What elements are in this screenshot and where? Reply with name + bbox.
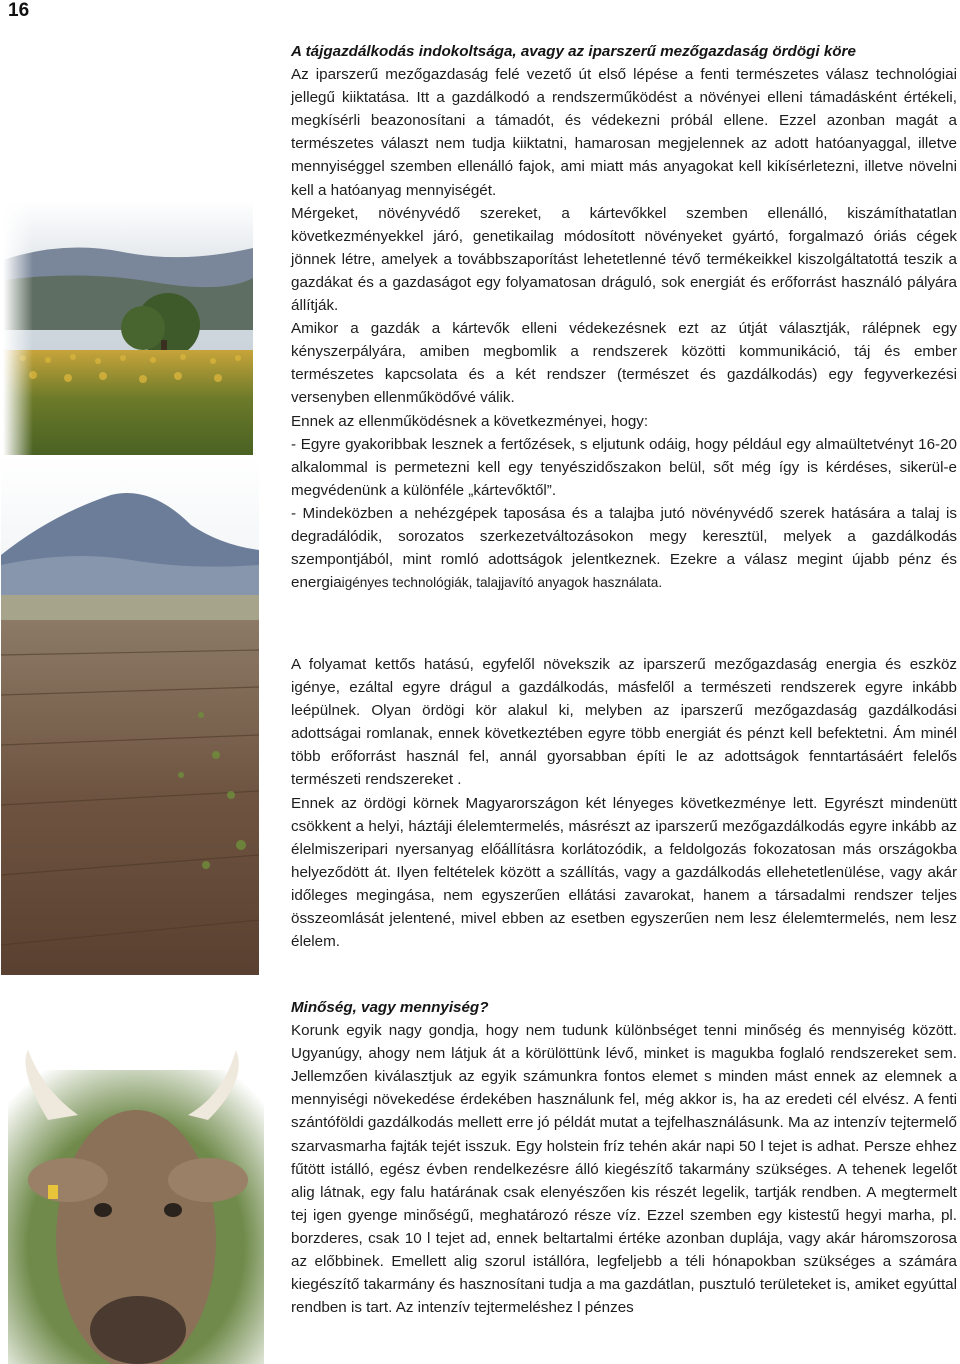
paragraph: Az iparszerű mezőgazdaság felé vezető út első lépése a fenti természetes válasz technológiai jellegű kiiktatása. Itt a gazdálkodó a rendszerműködést a növényei elleni támadásként értékeli, megkísérli beazonosítani a támadót, és védekezni próbál ellene. Ezzel azonban magát a természetes választ nem tudja kiiktatni, hamarosan megjelennek az adott hatóanyaggal, illetve mennyiséggel szemben ellenálló fajok, ami miatt más anyagokat kell kikísérletezni, illetve növelni kell a hatóanyag mennyiségét.	[291, 66, 957, 199]
section-minoseg-mennyiseg	[291, 996, 957, 1319]
paragraph-main-text: - Mindeközben a nehézgépek taposása és a talajba jutó növényvédő szerek hatására a talaj is degradálódik, sorozatos szerkezetváltozásokon megy keresztül, melyek a gazdálkodás szempontjából, mint romló adottságok jelentkeznek. Ezekre a válasz megint újabb pénz és energia	[291, 504, 957, 592]
paragraph-small-text: igényes technológiák, talajjavító anyagok használata.	[341, 575, 663, 591]
paragraph: Amikor a gazdák a kártevők elleni védekezésnek ezt az útját választják, rálépnek egy kényszerpályára, amiben megbomlik a rendszerek közötti kommunikáció, táj és ember természetes kapcsolata és a két rendszer (természet és gazdálkodás) egy fegyverkezési versenyben ellenműködővé válik.	[291, 320, 957, 407]
section-heading: Minőség, vagy mennyiség?	[291, 999, 489, 1016]
paragraph: A folyamat kettős hatású, egyfelől növekszik az iparszerű mezőgazdaság energia és eszköz igénye, ezáltal egyre drágul a gazdálkodás, másfelől a természeti rendszerek egyre inkább leépülnek. Olyan ördögi kör alakul ki, melyben az iparszerű mezőgazdaság gazdálkodási adottságai romlanak, ennek következtében egyre több energiát és pénzt kell befektetni. Ám minél több erőforrást használ fel, annál gyorsabban építi le az adottságok fenntartásáért felelős természeti rendszereket .	[291, 656, 957, 789]
page-number: 16	[8, 0, 30, 21]
paragraph: Mérgeket, növényvédő szereket, a kártevőkkel szemben ellenálló, kiszámíthatatlan következményekkel járó, genetikailag módosított növényeket gyártó, forgalmazó óriás cégek jönnek létre, amelyek a továbbszaporítást lehetetlenné tévő termékeikkel kiszolgáltatottá teszik a gazdákat és a gazdaságot egy folyamatosan dráguló, sok energiát és erőforrást használó pályára állítják.	[291, 204, 957, 315]
cow-photo	[8, 1010, 264, 1364]
section-heading: A tájgazdálkodás indokoltsága, avagy az iparszerű mezőgazdaság ördögi köre	[291, 43, 856, 60]
plowed-field-photo	[1, 455, 259, 975]
sunflower-field-photo	[3, 200, 253, 472]
paragraph: Korunk egyik nagy gondja, hogy nem tudunk különbséget tenni minőség és mennyiség között. Ugyanúgy, ahogy nem látjuk át a körülöttünk lévő, minket is magukba foglaló rendszereket sem. Jellemzően kiválasztjuk az egyik számunkra fontos elemet s minden mást ennek az elemnek a mennyiségi növekedése érdekében használunk fel, még akkor is, ha az eredeti cél elvész. A fenti szántóföldi gazdálkodás mellett erre jó példát mutat a tejfelhasználásunk. Ma az intenzív tejtermelő szarvasmarha fajták tejét isszuk. Egy holstein fríz tehén akár napi 50 l tejet is adhat. Persze ehhez fűtött istálló, egész évben rendelkezésre álló kiegészítő takarmány szükséges. A tehenek legelőt alig látnak, egy falu határának csak elenyészően kis részét legelik, tartják rendben. A megtermelt tej igen gyenge minőségű, meghatározó része víz. Ezzel szemben egy kistestű hegyi marha, pl. borzderes, csak 10 l tejet ad, ennek beltartalmi értéke azonban duplája, vagy akár háromszorosa az előbbinek. Emellett alig szorul istállóra, legfeljebb a téli hónapokban szükséges a számára kiegészítő takarmány és hasznosítani tudja a ma gazdátlan, pusztuló területeket is, amiket egyúttal rendben is tart. Az intenzív tejtermeléshez l pénzes	[291, 1022, 957, 1317]
paragraph: Ennek az ördögi körnek Magyarországon két lényeges következménye lett. Egyrészt mindenütt csökkent a helyi, háztáji élelemtermelés, másrészt az iparszerű mezőgazdálkodás egyre inkább az élelmiszeripari nyersanyag előállításra korlátozódik, a feldolgozás fokozatosan más országokba helyeződött át. Ilyen feltételek között a szállítás, vagy a gazdálkodás ellehetetlenülése, vagy akár időleges megingása, nem egyszerűen ellátási zavarokat, hanem a társadalmi rendszer teljes összeomlását jelentené, mivel ebben az esetben egyszerűen nem lesz élelemtermelés, nem lesz élelem.	[291, 794, 957, 951]
paragraph: Ennek az ellenműködésnek a következményei, hogy:	[291, 412, 649, 430]
section-ordogi-kor	[291, 653, 957, 953]
paragraph	[291, 502, 957, 594]
paragraph: - Egyre gyakoribbak lesznek a fertőzések, s eljutunk odáig, hogy például egy almaültetvényt 16-20 alkalommal is permetezni kell egy tenyészidőszakon belül, sőt még így is kérdéses, sikerül-e megvédenünk a különféle „kártevőktől”.	[291, 435, 957, 499]
section-ipari-mezogazdasag	[291, 40, 957, 594]
